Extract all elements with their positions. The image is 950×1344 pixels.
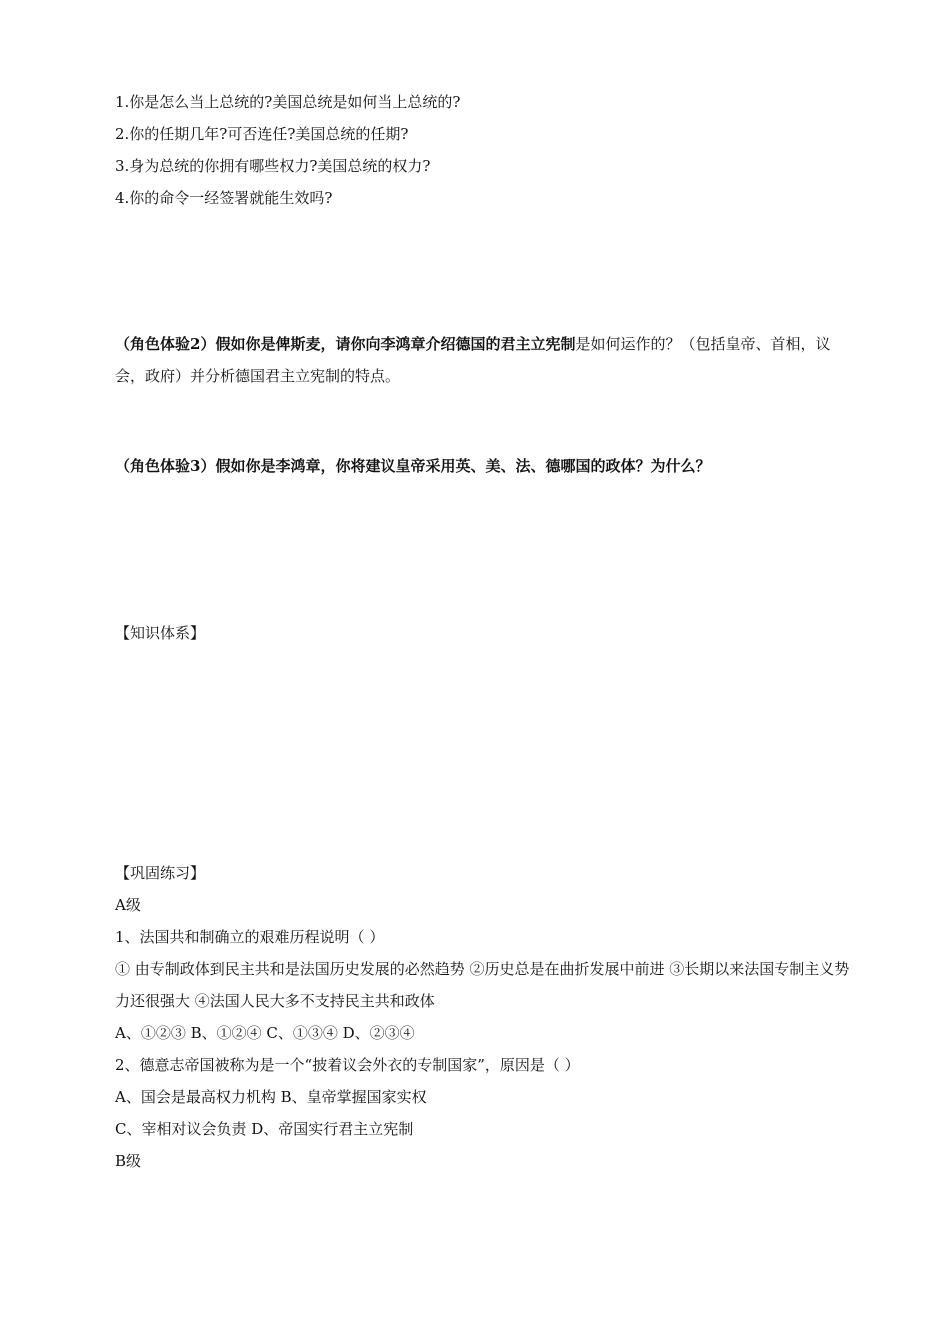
level-b: B级 <box>115 1152 142 1170</box>
question-4: 4.你的命令一经签署就能生效吗? <box>115 189 333 207</box>
exercise-1-statements: ① 由专制政体到民主共和是法国历史发展的必然趋势 ②历史总是在曲折发展中前进 ③长期以来法国专制主义势力还很强大 ④法国人民大多不支持民主共和政体 <box>115 960 850 1010</box>
question-3: 3.身为总统的你拥有哪些权力?美国总统的权力? <box>115 157 431 175</box>
level-a: A级 <box>115 896 141 914</box>
role-2-normal: 是如何运作的？（包括皇帝、首相，议会，政府）并分析德国君主立宪制的特点。 <box>115 335 831 385</box>
role-experience-3: （角色体验3）假如你是李鸿章，你将建议皇帝采用英、美、法、德哪国的政体？为什么？ <box>115 457 711 475</box>
exercise-2-stem: 2、德意志帝国被称为是一个“披着议会外衣的专制国家”，原因是（ ） <box>115 1056 580 1074</box>
question-1: 1.你是怎么当上总统的?美国总统是如何当上总统的? <box>115 93 461 111</box>
exercise-2-options-row-2: C、宰相对议会负责 D、帝国实行君主立宪制 <box>115 1120 414 1138</box>
exercise-2-options-row-1: A、国会是最高权力机构 B、皇帝掌握国家实权 <box>115 1088 427 1106</box>
exercise-1-options: A、①②③ B、①②④ C、①③④ D、②③④ <box>115 1024 415 1042</box>
role-2-bold: （角色体验2）假如你是俾斯麦，请你向李鸿章介绍德国的君主立宪制 <box>115 335 576 353</box>
knowledge-heading: 【知识体系】 <box>115 624 206 642</box>
role-experience-2 <box>115 328 850 392</box>
question-2: 2.你的任期几年?可否连任?美国总统的任期? <box>115 125 409 143</box>
practice-heading: 【巩固练习】 <box>115 864 206 882</box>
exercise-1-stem: 1、法国共和制确立的艰难历程说明（ ） <box>115 928 385 946</box>
